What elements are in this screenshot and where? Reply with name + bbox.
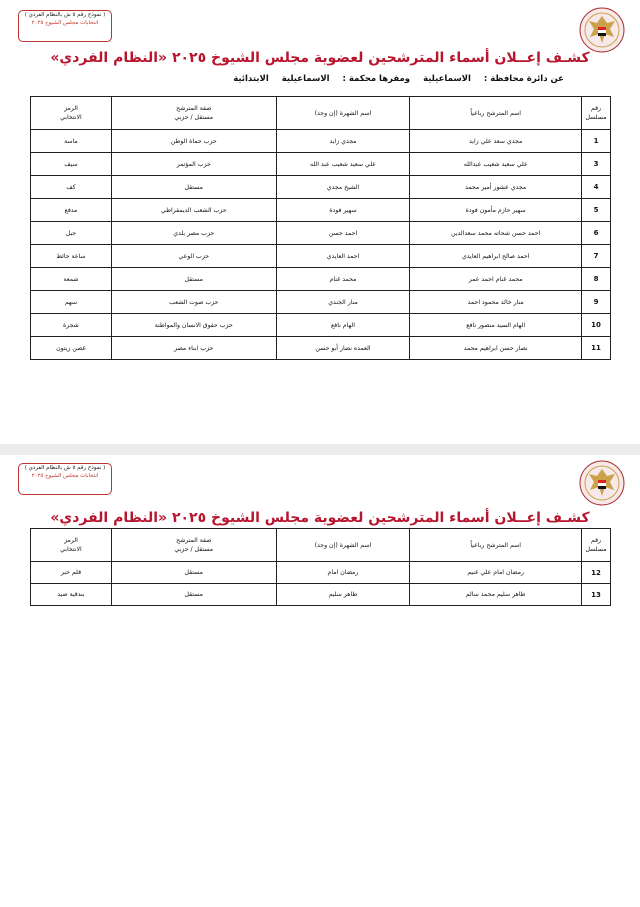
cell-symbol: شمعة xyxy=(31,268,112,291)
cell-status: مستقل xyxy=(111,562,276,584)
table-row xyxy=(31,337,611,360)
court-value: الاسماعيلية xyxy=(281,74,330,84)
egypt-eagle-emblem-icon xyxy=(578,459,626,507)
district-subtitle xyxy=(223,74,564,84)
document-page-1 xyxy=(0,0,640,444)
cell-serial: 12 xyxy=(582,562,611,584)
cell-symbol: ساعة حائط xyxy=(31,245,112,268)
header-symbol xyxy=(31,97,112,130)
cell-serial: 10 xyxy=(582,314,611,337)
header-symbol-line1: الرمز xyxy=(64,105,78,112)
stamp-line-1: ( نموذج رقم ٥ ش بالنظام الفردي ) xyxy=(24,465,106,471)
header-symbol xyxy=(31,529,112,562)
table-row xyxy=(31,176,611,199)
cell-symbol: قلم حبر xyxy=(31,562,112,584)
district-value: الاسماعيلية xyxy=(423,74,471,84)
table-row xyxy=(31,199,611,222)
table-row xyxy=(31,314,611,337)
cell-status: مستقل xyxy=(111,268,276,291)
header-name: اسم المترشح رباعياً xyxy=(410,529,582,562)
cell-status: حزب الشعب الديمقراطي xyxy=(111,199,276,222)
cell-fame: طاهر سليم xyxy=(276,584,410,606)
cell-symbol: سيف xyxy=(31,153,112,176)
cell-serial: 8 xyxy=(582,268,611,291)
table-header-row xyxy=(31,97,611,130)
cell-name: الهام السيد منصور نافع xyxy=(410,314,582,337)
cell-symbol: جبل xyxy=(31,222,112,245)
district-label: عن دائرة محافظة : xyxy=(483,74,564,84)
table-row xyxy=(31,153,611,176)
egypt-eagle-emblem-icon xyxy=(578,6,626,54)
header-status xyxy=(111,529,276,562)
cell-serial: 3 xyxy=(582,153,611,176)
header-fame: اسم الشهرة (إن وجد) xyxy=(276,97,410,130)
cell-symbol: كف xyxy=(31,176,112,199)
cell-fame: منار الجندي xyxy=(276,291,410,314)
cell-status: حزب حماة الوطن xyxy=(111,130,276,153)
table-row xyxy=(31,222,611,245)
cell-status: حزب حقوق الانسان والمواطنة xyxy=(111,314,276,337)
court-label: ومقرها محكمة : xyxy=(342,74,411,84)
cell-serial: 6 xyxy=(582,222,611,245)
stamp-line-2: انتخابات مجلس الشيوخ ٢٠٢٥ xyxy=(31,20,99,26)
header-name: اسم المترشح رباعياً xyxy=(410,97,582,130)
cell-fame: العمده نصار أبو حسن xyxy=(276,337,410,360)
table-row xyxy=(31,291,611,314)
header-status-line1: صفة المترشح xyxy=(176,537,212,544)
cell-name: مجدي عشور أمير محمد xyxy=(410,176,582,199)
stamp-line-2: انتخابات مجلس الشيوخ ٢٠٢٥ xyxy=(31,473,99,479)
stamp-line-1: ( نموذج رقم ٥ ش بالنظام الفردي ) xyxy=(24,12,106,18)
court-type: الابتدائية xyxy=(233,74,269,84)
header-serial: رقم مسلسل xyxy=(582,529,611,562)
cell-symbol: غصن زيتون xyxy=(31,337,112,360)
cell-name: منار خالد محمود احمد xyxy=(410,291,582,314)
cell-name: مجدي سعد علي زايد xyxy=(410,130,582,153)
cell-status: حزب صوت الشعب xyxy=(111,291,276,314)
cell-status: حزب ابناء مصر xyxy=(111,337,276,360)
table-row xyxy=(31,130,611,153)
cell-symbol: شجرة xyxy=(31,314,112,337)
cell-fame: الشيخ مجدي xyxy=(276,176,410,199)
cell-name: نصار حسن ابراهيم محمد xyxy=(410,337,582,360)
cell-name: علي سعيد شعيب عبدالله xyxy=(410,153,582,176)
cell-name: احمد صالح ابراهيم العايدي xyxy=(410,245,582,268)
form-stamp-box xyxy=(18,10,112,42)
cell-symbol: مدفع xyxy=(31,199,112,222)
cell-serial: 5 xyxy=(582,199,611,222)
cell-name: طاهر سليم محمد سالم xyxy=(410,584,582,606)
cell-status: مستقل xyxy=(111,176,276,199)
cell-symbol: سهم xyxy=(31,291,112,314)
header-serial: رقم مسلسل xyxy=(582,97,611,130)
cell-name: سهير حازم مأمون فودة xyxy=(410,199,582,222)
cell-serial: 4 xyxy=(582,176,611,199)
cell-name: احمد حسن شحاته محمد سعدالدين xyxy=(410,222,582,245)
cell-symbol: بندقية صيد xyxy=(31,584,112,606)
cell-fame: احمد حسن xyxy=(276,222,410,245)
header-symbol-line2: الانتخابي xyxy=(60,114,82,121)
form-stamp-box xyxy=(18,463,112,495)
cell-serial: 9 xyxy=(582,291,611,314)
cell-serial: 1 xyxy=(582,130,611,153)
cell-symbol: ماسة xyxy=(31,130,112,153)
header-status-line2: مستقل / حزبي xyxy=(174,546,214,553)
candidates-table-1 xyxy=(30,96,611,360)
table-row xyxy=(31,268,611,291)
table-header-row xyxy=(31,529,611,562)
cell-serial: 13 xyxy=(582,584,611,606)
header-symbol-line2: الانتخابي xyxy=(60,546,82,553)
cell-status: مستقل xyxy=(111,584,276,606)
cell-status: حزب الوعي xyxy=(111,245,276,268)
cell-fame: علي سعيد شعيب عبد الله xyxy=(276,153,410,176)
cell-serial: 11 xyxy=(582,337,611,360)
cell-status: حزب المؤتمر xyxy=(111,153,276,176)
cell-fame: مجدي زايد xyxy=(276,130,410,153)
header-symbol-line1: الرمز xyxy=(64,537,78,544)
header-fame: اسم الشهرة (إن وجد) xyxy=(276,529,410,562)
table-row xyxy=(31,245,611,268)
cell-name: محمد غنام احمد عمر xyxy=(410,268,582,291)
header-status-line2: مستقل / حزبي xyxy=(174,114,214,121)
cell-fame: محمد غنام xyxy=(276,268,410,291)
page-title: كشـف إعــلان أسماء المترشحين لعضوية مجلس الشيوخ ٢٠٢٥ «النظام الفردي» xyxy=(50,510,590,526)
cell-status: حزب مصر بلدي xyxy=(111,222,276,245)
cell-serial: 7 xyxy=(582,245,611,268)
header-status xyxy=(111,97,276,130)
cell-fame: احمد العايدي xyxy=(276,245,410,268)
table-row xyxy=(31,562,611,584)
cell-name: رمضان امام علي غنيم xyxy=(410,562,582,584)
candidates-table-2 xyxy=(30,528,611,606)
header-status-line1: صفة المترشح xyxy=(176,105,212,112)
cell-fame: الهام نافع xyxy=(276,314,410,337)
cell-fame: سهير فودة xyxy=(276,199,410,222)
page-title: كشـف إعــلان أسماء المترشحين لعضوية مجلس الشيوخ ٢٠٢٥ «النظام الفردي» xyxy=(50,50,590,66)
document-page-2 xyxy=(0,455,640,907)
table-row xyxy=(31,584,611,606)
cell-fame: رمضان امام xyxy=(276,562,410,584)
